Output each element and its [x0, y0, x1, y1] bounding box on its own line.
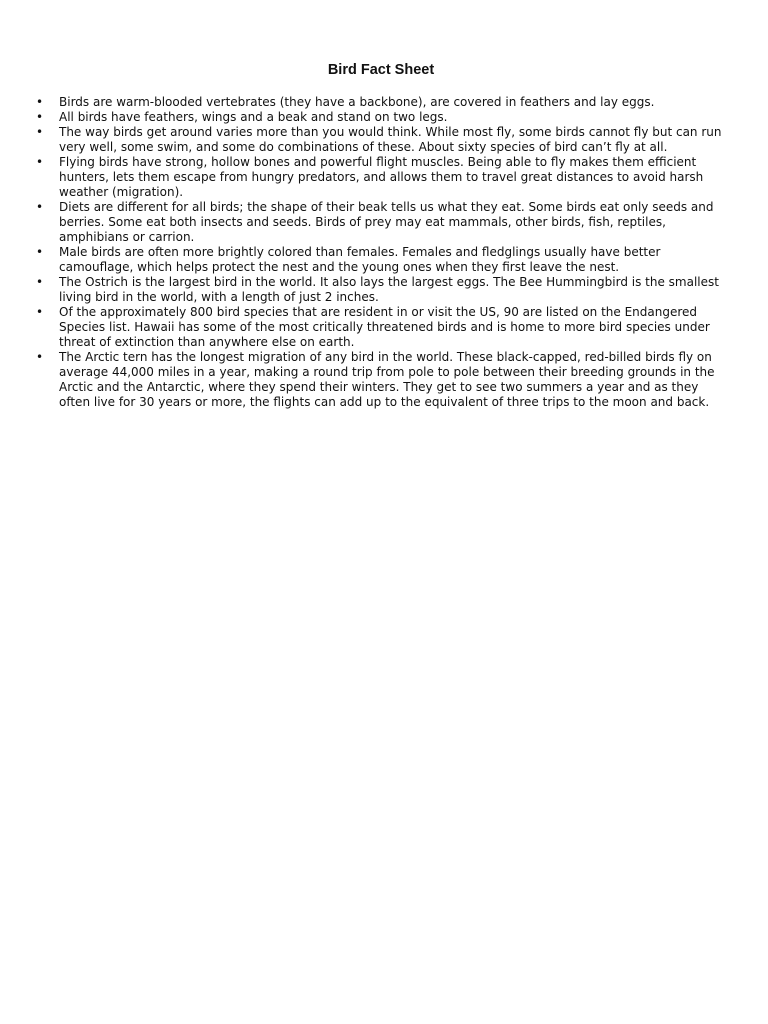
fact-list-item — [36, 95, 727, 110]
fact-text: The Arctic tern has the longest migration of any bird in the world. These black-capped, red-billed birds fly on average 44,000 miles in a year, making a round trip from pole to pole between their breeding grounds in the Arctic and the Antarctic, where they spend their winters. They get to see two summers a year and as they often live for 30 years or more, the flights can add up to the equivalent of three trips to the moon and back. — [59, 350, 715, 409]
fact-list-item — [36, 245, 727, 275]
fact-list-item — [36, 350, 727, 410]
fact-list-item — [36, 110, 727, 125]
fact-text: Of the approximately 800 bird species that are resident in or visit the US, 90 are listed on the Endangered Species list. Hawaii has some of the most critically threatened birds and is home to more bird species under threat of extinction than anywhere else on earth. — [59, 305, 710, 349]
bullet-icon: • — [36, 275, 44, 289]
fact-text: The Ostrich is the largest bird in the world. It also lays the largest eggs. The Bee Hummingbird is the smallest living bird in the world, with a length of just 2 inches. — [59, 275, 719, 304]
bullet-icon: • — [36, 305, 44, 319]
fact-text: Male birds are often more brightly colored than females. Females and fledglings usually have better camouflage, which helps protect the nest and the young ones when they first leave the nest. — [59, 245, 661, 274]
fact-list-item — [36, 200, 727, 245]
bullet-icon: • — [36, 350, 44, 364]
fact-text: Diets are different for all birds; the shape of their beak tells us what they eat. Some birds eat only seeds and berries. Some eat both insects and seeds. Birds of prey may eat mammals, other birds, fish, reptiles, amphibians or carrion. — [59, 200, 714, 244]
fact-list-item — [36, 305, 727, 350]
bullet-icon: • — [36, 95, 44, 109]
page-title: Bird Fact Sheet — [327, 62, 435, 78]
fact-list-item — [36, 275, 727, 305]
fact-text: Flying birds have strong, hollow bones and powerful flight muscles. Being able to fly makes them efficient hunters, lets them escape from hungry predators, and allows them to travel great distances to avoid harsh weather (migration). — [59, 155, 704, 199]
fact-text: Birds are warm-blooded vertebrates (they have a backbone), are covered in feathers and lay eggs. — [59, 95, 655, 109]
fact-list-item — [36, 155, 727, 200]
bullet-icon: • — [36, 125, 44, 139]
bullet-icon: • — [36, 245, 44, 259]
fact-list — [36, 95, 727, 410]
bullet-icon: • — [36, 200, 44, 214]
fact-text: All birds have feathers, wings and a beak and stand on two legs. — [59, 110, 448, 124]
fact-text: The way birds get around varies more than you would think. While most fly, some birds cannot fly but can run very well, some swim, and some do combinations of these. About sixty species of bird can’t fly at all. — [59, 125, 722, 154]
bullet-icon: • — [36, 110, 44, 124]
fact-list-item — [36, 125, 727, 155]
bullet-icon: • — [36, 155, 44, 169]
